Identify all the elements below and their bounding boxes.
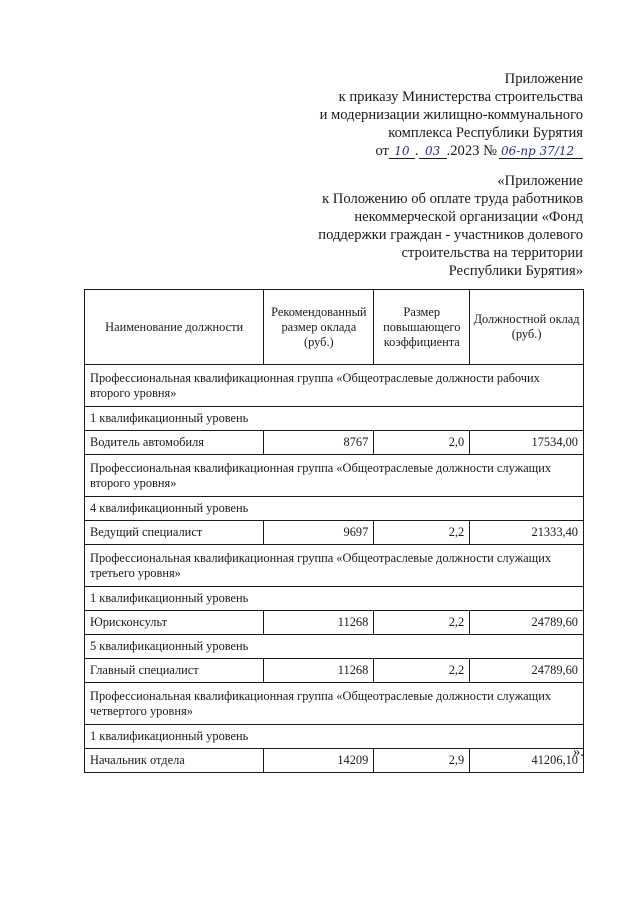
appendix-header (320, 70, 583, 160)
base-salary: 9697 (264, 521, 374, 545)
group-row (85, 683, 584, 725)
group-row (85, 365, 584, 407)
table-row (85, 431, 584, 455)
base-salary: 11268 (264, 659, 374, 683)
date-year: .2023 № (446, 143, 497, 159)
appendix-line-1: к приказу Министерства строительства (338, 89, 583, 105)
level-row (85, 725, 584, 749)
level-row (85, 587, 584, 611)
official-salary: 24789,60 (470, 611, 584, 635)
base-salary: 14209 (264, 749, 374, 773)
table-row (85, 749, 584, 773)
appendix-line-3: комплекса Республики Бурятия (388, 125, 583, 141)
position-title: Ведущий специалист (85, 521, 264, 545)
qualification-level: 5 квалификационный уровень (85, 635, 584, 659)
table-row (85, 659, 584, 683)
coefficient: 2,9 (374, 749, 470, 773)
official-salary: 17534,00 (470, 431, 584, 455)
regulation-line-1: к Положению об оплате труда работников (322, 191, 583, 207)
official-salary: 41206,10 (470, 749, 584, 773)
header-coefficient: Размер повышающего коэффициента (374, 290, 470, 365)
table-row (85, 611, 584, 635)
date-separator: . (414, 143, 419, 159)
appendix-line-2: и модернизации жилищно-коммунального (319, 107, 583, 123)
level-row (85, 407, 584, 431)
regulation-header (318, 172, 583, 280)
position-title: Главный специалист (85, 659, 264, 683)
position-title: Начальник отдела (85, 749, 264, 773)
group-name: Профессиональная квалификационная группа «Общеотраслевые должности служащих четвертого уровня» (85, 683, 584, 725)
group-name: Профессиональная квалификационная группа «Общеотраслевые должности служащих второго уровня» (85, 455, 584, 497)
level-row (85, 497, 584, 521)
group-name: Профессиональная квалификационная группа «Общеотраслевые должности рабочих второго уровня» (85, 365, 584, 407)
table-row (85, 521, 584, 545)
header-official-salary: Должностной оклад (руб.) (470, 290, 584, 365)
coefficient: 2,2 (374, 659, 470, 683)
official-salary: 24789,60 (470, 659, 584, 683)
group-row (85, 455, 584, 497)
header-position-name: Наименование должности (85, 290, 264, 365)
group-row (85, 545, 584, 587)
regulation-title: «Приложение (497, 173, 583, 189)
regulation-line-3: поддержки граждан - участников долевого (318, 227, 583, 243)
table-header-row (85, 290, 584, 365)
position-title: Юрисконсульт (85, 611, 264, 635)
base-salary: 8767 (264, 431, 374, 455)
handwritten-day: 10 (389, 144, 415, 159)
date-prefix: от (375, 143, 389, 159)
qualification-level: 1 квалификационный уровень (85, 587, 584, 611)
coefficient: 2,2 (374, 521, 470, 545)
salary-table (84, 289, 584, 773)
qualification-level: 1 квалификационный уровень (85, 407, 584, 431)
qualification-level: 1 квалификационный уровень (85, 725, 584, 749)
header-recommended-salary: Рекомендованный размер оклада (руб.) (264, 290, 374, 365)
appendix-title: Приложение (504, 71, 583, 87)
handwritten-order-number: 06-пр 37/12 (499, 144, 583, 159)
official-salary: 21333,40 (470, 521, 584, 545)
order-date-line (320, 142, 583, 160)
regulation-line-5: Республики Бурятия» (448, 263, 583, 279)
regulation-line-4: строительства на территории (401, 245, 583, 261)
base-salary: 11268 (264, 611, 374, 635)
position-title: Водитель автомобиля (85, 431, 264, 455)
qualification-level: 4 квалификационный уровень (85, 497, 584, 521)
regulation-line-2: некоммерческой организации «Фонд (354, 209, 583, 225)
coefficient: 2,2 (374, 611, 470, 635)
level-row (85, 635, 584, 659)
handwritten-month: 03 (419, 144, 447, 159)
group-name: Профессиональная квалификационная группа «Общеотраслевые должности служащих третьего уровня» (85, 545, 584, 587)
closing-quote-mark: ». (573, 744, 584, 760)
coefficient: 2,0 (374, 431, 470, 455)
